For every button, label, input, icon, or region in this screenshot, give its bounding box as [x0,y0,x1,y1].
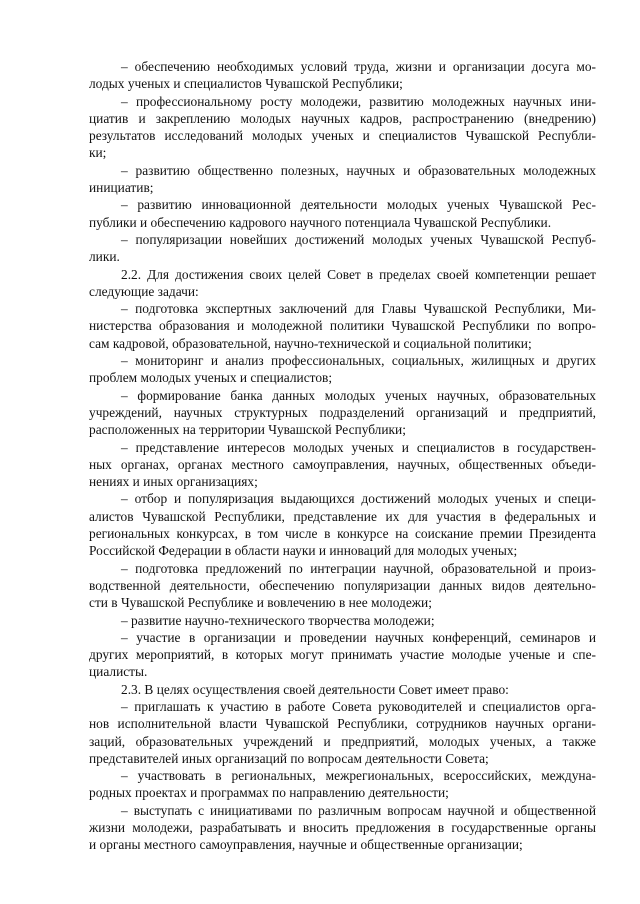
section-heading-line: 2.3. В целях осуществления своей деятельности Совет имеет право: [121,681,509,697]
text-line: нениях и иных организациях; [89,474,258,490]
text-line: результатов исследований молодых ученых и специалистов Чувашской Республи- [89,128,596,144]
text-line: ки; [89,145,107,161]
text-line: – популяризации новейших достижений молодых ученых Чувашской Респуб- [121,231,596,247]
text-line: – участвовать в региональных, межрегиональных, всероссийских, междуна- [121,768,596,784]
text-line: Российской Федерации в области науки и инноваций для молодых ученых; [89,543,518,559]
document-page [89,58,596,854]
text-line: – отбор и популяризация выдающихся достижений молодых ученых и специ- [121,491,596,507]
text-line: ных органах, органах местного самоуправления, научных, общественных объеди- [89,456,596,472]
text-line: – приглашать к участию в работе Совета руководителей и специалистов орга- [121,698,596,714]
text-line: представителей иных организаций по вопросам деятельности Совета; [89,750,489,766]
text-line: расположенных на территории Чувашской Республики; [89,422,406,438]
text-line: учреждений, научных структурных подразделений организаций и предприятий, [89,404,596,420]
text-line: нистерства образования и молодежной политики Чувашской Республики по вопро- [89,318,596,334]
text-line: и органы местного самоуправления, научные и общественные организации; [89,837,523,853]
section-heading-line: 2.2. Для достижения своих целей Совет в пределах своей компетенции решает [121,266,596,282]
text-line: – мониторинг и анализ профессиональных, социальных, жилищных и других [121,353,596,369]
text-line: – развитие научно-технического творчества молодежи; [121,612,435,628]
text-line: родных проектах и программах по направлению деятельности; [89,785,449,801]
text-line: – формирование банка данных молодых ученых научных, образовательных [121,387,596,403]
text-line: нов исполнительной власти Чувашской Республики, сотрудников научных органи- [89,716,596,732]
text-line: инициатив; [89,180,154,196]
text-line: – обеспечению необходимых условий труда, жизни и организации досуга мо- [121,59,596,74]
text-line: – развитию инновационной деятельности молодых ученых Чувашской Рес- [121,197,596,213]
text-line: лики. [89,249,120,265]
text-line: жизни молодежи, разрабатывать и вносить предложения в государственные органы [89,820,596,836]
text-line: циалисты. [89,664,148,680]
text-line: водственной деятельности, обеспечению популяризации данных видов деятельно- [89,577,596,593]
text-line: публики и обеспечению кадрового научного потенциала Чувашской Республики. [89,214,552,230]
text-line: циатив и закреплению молодых научных кадров, распространению (внедрению) [89,110,596,126]
text-line: проблем молодых ученых и специалистов; [89,370,333,386]
text-line: заций, образовательных учреждений и предприятий, молодых ученых, а также [89,733,596,749]
text-line: алистов Чувашской Республики, представление их для участия в федеральных и [89,508,596,524]
text-line: других мероприятий, в которых могут принимать участие молодые ученые и спе- [89,647,596,663]
text-line: лодых ученых и специалистов Чувашской Республики; [89,76,403,92]
text-line: – выступать с инициативами по различным вопросам научной и общественной [121,802,596,818]
text-line: сти в Чувашской Республике и вовлечению в нее молодежи; [89,595,432,611]
text-line: – подготовка предложений по интеграции научной, образовательной и произ- [121,560,596,576]
text-line: следующие задачи: [89,283,199,299]
text-line: – подготовка экспертных заключений для Главы Чувашской Республики, Ми- [121,301,596,317]
text-line: – профессиональному росту молодежи, развитию молодежных научных ини- [121,93,596,109]
text-line: – развитию общественно полезных, научных и образовательных молодежных [121,162,596,178]
text-line: сам кадровой, образовательной, научно-технической и социальной политики; [89,335,532,351]
text-line: региональных конкурсах, в том числе в конкурсе на соискание премии Президента [89,526,596,542]
text-line: – представление интересов молодых ученых и специалистов в государствен- [121,439,596,455]
text-line: – участие в организации и проведении научных конференций, семинаров и [121,629,596,645]
